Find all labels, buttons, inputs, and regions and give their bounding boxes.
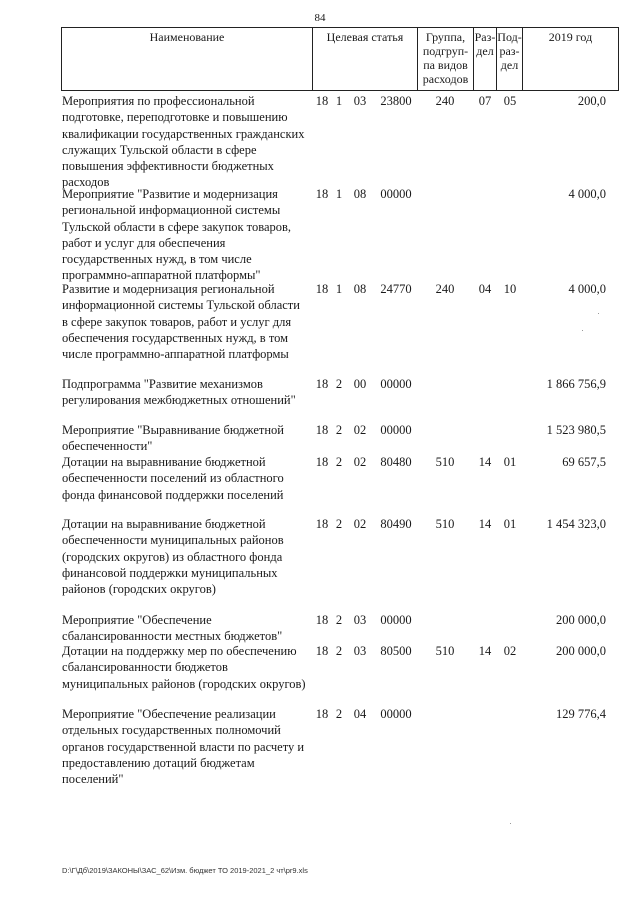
row-amount: 200 000,0 [556,613,606,627]
header-target-article: Целевая статья [326,30,404,44]
row-code-part: 24770 [380,282,412,296]
row-name: Мероприятие "Обеспечение реализации отдельных государственных полномочий органов государственной власти по расчету и предоставлению дотаций бюджетам поселений" [62,707,305,787]
row-code-part: 02 [353,517,367,531]
scan-speck [582,330,583,331]
row-name: Дотации на выравнивание бюджетной обеспеченности муниципальных районов (городских округов) из областного фонда финансовой поддержки муниципальных районов (городских округов) [62,517,284,597]
row-code-part: 2 [335,644,343,658]
row-subsection: 01 [503,517,517,531]
row-code-part: 18 [315,282,329,296]
row-amount: 4 000,0 [568,187,606,201]
row-code-part: 04 [353,707,367,721]
row-amount: 200,0 [577,94,606,108]
scan-speck [598,313,599,314]
row-amount: 1 523 980,5 [546,423,606,437]
row-subsection: 05 [503,94,517,108]
row-name: Подпрограмма "Развитие механизмов регулирования межбюджетных отношений" [62,377,296,408]
header-name: Наименование [149,30,225,44]
row-section: 14 [478,644,492,658]
row-name: Дотации на выравнивание бюджетной обеспеченности поселений из областного фонда финансовой поддержки поселений [62,455,284,502]
scan-speck [510,823,511,824]
row-code-part: 1 [335,94,343,108]
row-group: 510 [435,455,455,469]
row-code-part: 03 [353,613,367,627]
row-code-part: 18 [315,455,329,469]
row-code-part: 80480 [380,455,412,469]
row-group: 510 [435,517,455,531]
row-code-part: 03 [353,644,367,658]
row-section: 07 [478,94,492,108]
row-code-part: 1 [335,187,343,201]
row-group: 510 [435,644,455,658]
row-amount: 129 776,4 [556,707,606,721]
row-code-part: 18 [315,187,329,201]
header-subsection: Под- раз- дел [497,30,522,72]
row-code-part: 00000 [380,613,412,627]
row-code-part: 08 [353,282,367,296]
row-code-part: 2 [335,377,343,391]
row-amount: 69 657,5 [562,455,606,469]
row-subsection: 02 [503,644,517,658]
row-code-part: 18 [315,423,329,437]
row-amount: 1 454 323,0 [546,517,606,531]
row-code-part: 23800 [380,94,412,108]
row-code-part: 80500 [380,644,412,658]
row-section: 14 [478,517,492,531]
row-group: 240 [435,94,455,108]
header-section: Раз- дел [474,30,496,58]
header-group: Группа, подгруп- па видов расходов [422,30,469,86]
row-code-part: 18 [315,94,329,108]
row-name: Мероприятие "Развитие и модернизация региональной информационной системы Тульской области в сфере закупок товаров, работ и услуг для обеспечения государственных нужд, в том числе программно-аппаратной платформы" [62,187,292,283]
row-name: Мероприятие "Обеспечение сбалансированности местных бюджетов" [62,613,283,644]
row-subsection: 01 [503,455,517,469]
row-code-part: 18 [315,613,329,627]
row-code-part: 00000 [380,187,412,201]
row-code-part: 02 [353,423,367,437]
row-code-part: 18 [315,644,329,658]
row-code-part: 08 [353,187,367,201]
row-code-part: 18 [315,517,329,531]
row-name: Мероприятия по профессиональной подготовке, переподготовке и повышению квалификации государственных гражданских служащих Тульской области в сфере повышения эффективности бюджетных расходов [62,94,305,190]
row-code-part: 2 [335,707,343,721]
page-number: 84 [314,12,326,24]
row-code-part: 1 [335,282,343,296]
row-code-part: 18 [315,377,329,391]
row-name: Развитие и модернизация региональной информационной системы Тульской области в сфере закупок товаров, работ и услуг для обеспечения государственных нужд, в том числе программно-аппаратной платформы [62,282,300,362]
row-code-part: 00000 [380,377,412,391]
row-name: Мероприятие "Выравнивание бюджетной обеспеченности" [62,423,284,454]
row-subsection: 10 [503,282,517,296]
row-name: Дотации на поддержку мер по обеспечению сбалансированности бюджетов муниципальных районов (городских округов) [62,644,306,691]
header-bottom-border [61,90,619,91]
row-code-part: 80490 [380,517,412,531]
row-amount: 200 000,0 [556,644,606,658]
row-code-part: 03 [353,94,367,108]
row-code-part: 00 [353,377,367,391]
row-amount: 1 866 756,9 [546,377,606,391]
row-code-part: 00000 [380,423,412,437]
row-code-part: 18 [315,707,329,721]
row-code-part: 2 [335,517,343,531]
row-section: 14 [478,455,492,469]
row-code-part: 00000 [380,707,412,721]
row-amount: 4 000,0 [568,282,606,296]
row-code-part: 2 [335,423,343,437]
footer-file-path: D:\Г\Дб\2019\ЗАКОНЫ\ЗАС_62\Изм. бюджет ТО 2019-2021_2 чт\pr9.xls [62,866,308,875]
row-section: 04 [478,282,492,296]
row-code-part: 02 [353,455,367,469]
header-top-border [61,27,619,28]
header-year: 2019 год [548,30,593,44]
row-code-part: 2 [335,613,343,627]
row-group: 240 [435,282,455,296]
row-code-part: 2 [335,455,343,469]
header-divider [618,27,619,91]
